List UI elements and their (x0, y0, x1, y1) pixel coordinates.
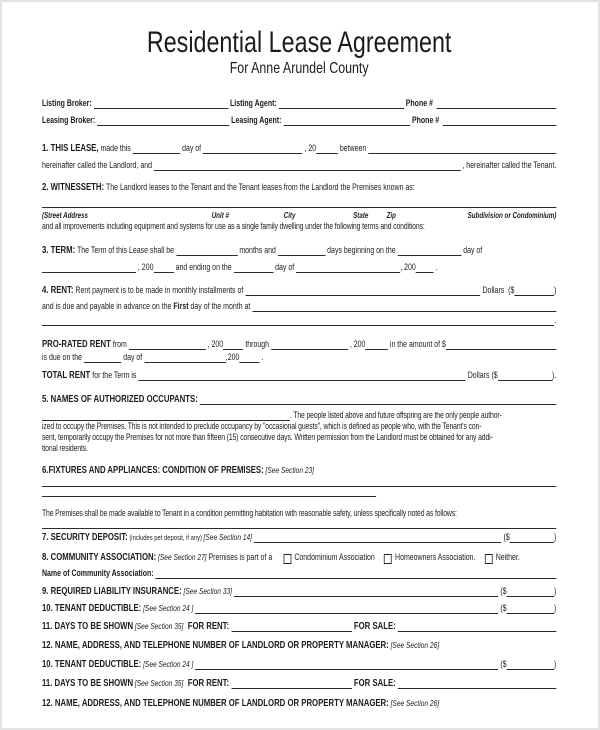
prorated-through-text: through (243, 339, 272, 349)
prorated-rent-line-2 (42, 352, 556, 363)
deductible-amount-blank (507, 610, 554, 614)
term-period-text: . (433, 262, 438, 272)
liability-close: ) (554, 586, 557, 596)
term-text: The Term of this Lease shall be (75, 245, 177, 255)
section-1-line-1 (42, 143, 556, 154)
prorated-period-text: . (259, 352, 264, 362)
total-dollars-text: Dollars ($ (465, 370, 498, 380)
section-8-row (42, 552, 556, 563)
section-2-heading-row (42, 182, 556, 193)
year-20-text: , 20 (302, 143, 317, 153)
state-caption: State (353, 211, 369, 220)
total-amount-blank (498, 377, 552, 381)
fixtures-blank-1 (42, 478, 556, 487)
listing-agent-label: Listing Agent: (228, 98, 279, 108)
section-4-line-1 (42, 285, 556, 296)
security-deposit-paren: ($ (501, 532, 510, 542)
deductible-paren: ($ (498, 603, 507, 613)
section-6-ref: [See Section 23] (263, 465, 315, 475)
section-4-heading: 4. RENT: (41, 285, 74, 296)
prorated-year2-blank (365, 346, 388, 350)
section-7-heading: 7. SECURITY DEPOSIT: (41, 532, 128, 543)
section-5-heading: 5. NAMES OF AUTHORIZED OCCUPANTS: (41, 394, 200, 405)
condo-association-checkbox (283, 554, 291, 564)
section-8-ref: [See Section 27] (156, 552, 207, 562)
section-3-line-2 (42, 262, 556, 273)
section-10-heading: 10. TENANT DEDUCTIBLE: (41, 603, 142, 614)
for-rent-blank-repeat (231, 685, 351, 689)
rent-due-text: and is due and payable in advance on the (41, 301, 174, 311)
section-10-ref: [See Section 24 ] (141, 603, 196, 613)
section-3-heading: 3. TERM: (41, 245, 76, 256)
section-7-ref: [See Section 14] (203, 532, 254, 542)
begin-year-blank (153, 269, 173, 273)
liability-paren: ($ (498, 586, 507, 596)
section-11-heading-repeat: 11. DAYS TO BE SHOWN (41, 678, 134, 689)
leasing-agent-label: Leasing Agent: (229, 115, 284, 125)
prorated-year3-blank (239, 359, 259, 363)
section-9-row (42, 586, 556, 597)
rent-amount-words-blank (245, 292, 480, 296)
rent-amount-blank (514, 292, 554, 296)
community-association-name-label: Name of Community Association: (41, 568, 156, 578)
section-2-heading: 2. WITNESSETH: (41, 182, 105, 193)
months-and-text: months and (237, 245, 278, 255)
section-12-row (42, 640, 556, 651)
lease-month-blank (203, 150, 302, 154)
section-11-row (42, 621, 556, 632)
total-rent-text: for the Term is (90, 370, 139, 380)
leasing-broker-row (42, 115, 556, 126)
section-12-heading-repeat: 12. NAME, ADDRESS, AND TELEPHONE NUMBER OF LANDLORD OR PROPERTY MANAGER: (41, 698, 389, 709)
begin-day-blank (398, 252, 462, 256)
first-bold-text: First (173, 301, 189, 311)
condo-association-label: Condominium Association (294, 552, 375, 562)
section-9-heading: 9. REQUIRED LIABILITY INSURANCE: (41, 586, 182, 597)
occupants-text-4: tional residents. (41, 443, 88, 453)
neither-label: Neither. (495, 552, 520, 562)
listing-agent-blank (279, 105, 404, 109)
section-10-row-repeat (42, 659, 556, 670)
rent-paren-close: ) (554, 285, 557, 295)
section-9-ref: [See Section 33] (181, 586, 234, 596)
section-12-heading: 12. NAME, ADDRESS, AND TELEPHONE NUMBER OF LANDLORD OR PROPERTY MANAGER: (41, 640, 389, 651)
lease-year-blank (316, 150, 338, 154)
occupants-text-2: ized to occupy the Premises. This is not intended to preclude occupancy by "occasional guests", which is defined as people who, with the Tenant's con- (41, 421, 482, 431)
document-subtitle: For Anne Arundel County (229, 60, 369, 77)
listing-broker-row (42, 98, 556, 109)
section-5-line-2 (42, 410, 556, 421)
liability-amount-blank (507, 593, 554, 597)
prorated-from-blank (129, 346, 206, 350)
fixtures-blank-2 (42, 488, 376, 497)
section-12-ref: [See Section 26] (388, 640, 440, 650)
rent-address-blank-1 (252, 308, 556, 312)
section-11-ref-repeat: [See Section 35] (133, 678, 184, 688)
premises-part-text: Premises is part of a (206, 552, 275, 562)
for-sale-label: FOR SALE: (351, 621, 398, 632)
section-4-line-3 (42, 315, 556, 326)
section-5-heading-row (42, 394, 556, 405)
section-4-line-2 (42, 301, 556, 312)
rent-text: Rent payment is to be made in monthly installments of (73, 285, 246, 295)
for-rent-label: FOR RENT: (183, 621, 232, 632)
prorated-month-blank (144, 359, 226, 363)
total-rent-row (42, 370, 556, 381)
prorated-day-blank (84, 359, 121, 363)
for-sale-blank-repeat (398, 685, 556, 689)
section-10-heading-repeat: 10. TENANT DEDUCTIBLE: (41, 659, 142, 670)
made-this-text: made this (98, 143, 133, 153)
occupants-blank-1 (200, 401, 556, 405)
term-months-blank (176, 252, 237, 256)
prorated-from-text: from (110, 339, 129, 349)
premises-condition-blank (42, 520, 556, 529)
section-12-ref-repeat: [See Section 26] (388, 698, 440, 708)
section-1-heading: 1. THIS LEASE, (41, 143, 99, 154)
and-ending-text: and ending on the (173, 262, 234, 272)
lease-day-blank (133, 150, 180, 154)
prorated-through-blank (271, 346, 348, 350)
rent-dollars-text: Dollars ($ (480, 285, 515, 295)
prorated-dayof-text: day of (121, 352, 145, 362)
prorated-rent-line-1 (42, 339, 556, 350)
leasing-broker-blank (97, 122, 229, 126)
end-day-blank (234, 269, 274, 273)
rent-period-text: . (554, 315, 557, 325)
security-deposit-close: ) (554, 532, 557, 542)
for-rent-blank (231, 628, 351, 632)
term-days-blank (278, 252, 325, 256)
street-address-caption: (Street Address (41, 211, 89, 220)
section-10-row (42, 603, 556, 614)
address-caption-row (42, 209, 556, 220)
liability-insurance-blank (234, 593, 499, 597)
end-month-blank (296, 269, 400, 273)
witnesseth-text: The Landlord leases to the Tenant and the Tenant leases from the Landlord the Premises known as: (104, 182, 415, 192)
prorated-200a-text: , 200 (205, 339, 224, 349)
section-11-ref: [See Section 35] (133, 621, 184, 631)
section-7-row (42, 532, 556, 543)
section-1-line-2 (42, 160, 556, 171)
deductible-close: ) (554, 603, 557, 613)
deductible-paren-repeat: ($ (498, 659, 507, 669)
occupants-text-1: . The people listed above and future offspring are the only people author- (289, 410, 502, 420)
homeowners-association-checkbox (384, 554, 392, 564)
city-caption: City (283, 211, 296, 220)
total-paren-close: ). (552, 370, 557, 380)
prorated-200c-text: ,200 (225, 352, 240, 362)
prorated-year1-blank (223, 346, 243, 350)
rent-at-text: day of the month at (188, 301, 253, 311)
begin-month-blank (42, 269, 136, 273)
section-8-heading: 8. COMMUNITY ASSOCIATION: (41, 552, 157, 563)
prorated-due-text: is due on the (41, 352, 84, 362)
tenant-deductible-blank (195, 610, 498, 614)
subdivision-caption: Subdivision or Condominium) (467, 211, 557, 220)
leasing-broker-label: Leasing Broker: (41, 115, 98, 125)
security-deposit-amount-blank (510, 539, 554, 543)
improvements-text: and all improvements including equipment and systems for use as a single family dwelling under the following terms and conditions: (41, 221, 425, 231)
occupants-text-3: sent, temporarily occupy the Premises for not more than fifteen (15) consecutive days. Written permission from the Landlord must be obtained for any addi- (41, 432, 493, 442)
deductible-close-repeat: ) (554, 659, 557, 669)
end-200-text: , 200 (400, 262, 416, 272)
phone-blank-1 (437, 105, 557, 109)
document-title: Residential Lease Agreement (146, 26, 452, 59)
listing-broker-label: Listing Broker: (41, 98, 94, 108)
deductible-amount-blank-repeat (507, 666, 554, 670)
section-6-heading-row (42, 465, 556, 476)
for-sale-blank (398, 628, 556, 632)
prorated-amount-text: in the amount of $ (387, 339, 446, 349)
tenant-deductible-blank-repeat (195, 666, 498, 670)
day-of-text: day of (180, 143, 204, 153)
landlord-text: hereinafter called the Landlord, and (41, 160, 154, 170)
neither-checkbox (485, 554, 493, 564)
community-association-name-row (42, 568, 556, 579)
section-11-heading: 11. DAYS TO BE SHOWN (41, 621, 134, 632)
prorated-heading: PRO-RATED RENT (41, 339, 111, 350)
section-12-row-repeat (42, 698, 556, 709)
premises-available-text: The Premises shall be made available to Tenant in a condition permitting habitation with reasonable safety, unless specifically noted as follows: (41, 508, 457, 518)
landlord-name-blank (368, 150, 556, 154)
listing-broker-blank (94, 105, 228, 109)
section-11-row-repeat (42, 678, 556, 689)
total-rent-heading: TOTAL RENT (41, 370, 91, 381)
days-beginning-text: days beginning on the (325, 245, 398, 255)
zip-caption: Zip (386, 211, 396, 220)
tenant-name-blank (154, 167, 461, 171)
phone-blank-2 (443, 122, 556, 126)
between-text: between (337, 143, 369, 153)
section-6-heading: 6.FIXTURES AND APPLIANCES: CONDITION OF PREMISES: (41, 465, 264, 476)
total-rent-words-blank (138, 377, 465, 381)
security-deposit-blank (254, 539, 502, 543)
end-year-blank (416, 269, 434, 273)
section-3-line-1 (42, 245, 556, 256)
community-association-name-blank (156, 575, 557, 579)
section-10-ref-repeat: [See Section 24 ] (141, 659, 196, 669)
security-deposit-note: (includes pet deposit, if any) (127, 533, 204, 542)
rent-address-blank-2 (42, 315, 557, 326)
prorated-200b-text: , 200 (347, 339, 366, 349)
phone-label-2: Phone # (410, 115, 444, 125)
for-rent-label-repeat: FOR RENT: (183, 678, 232, 689)
unit-caption: Unit # (211, 211, 229, 220)
leasing-agent-blank (283, 122, 410, 126)
homeowners-association-label: Homeowners Association. (395, 552, 476, 562)
tenant-text: , hereinafter called the Tenant. (460, 160, 557, 170)
end-day-of-text: day of (273, 262, 297, 272)
phone-label-1: Phone # (403, 98, 437, 108)
prorated-amount-blank (446, 346, 556, 350)
begin-200-text: , 200 (135, 262, 154, 272)
term-day-of-text: day of (461, 245, 483, 255)
for-sale-label-repeat: FOR SALE: (351, 678, 398, 689)
premises-address-blank (42, 197, 556, 208)
